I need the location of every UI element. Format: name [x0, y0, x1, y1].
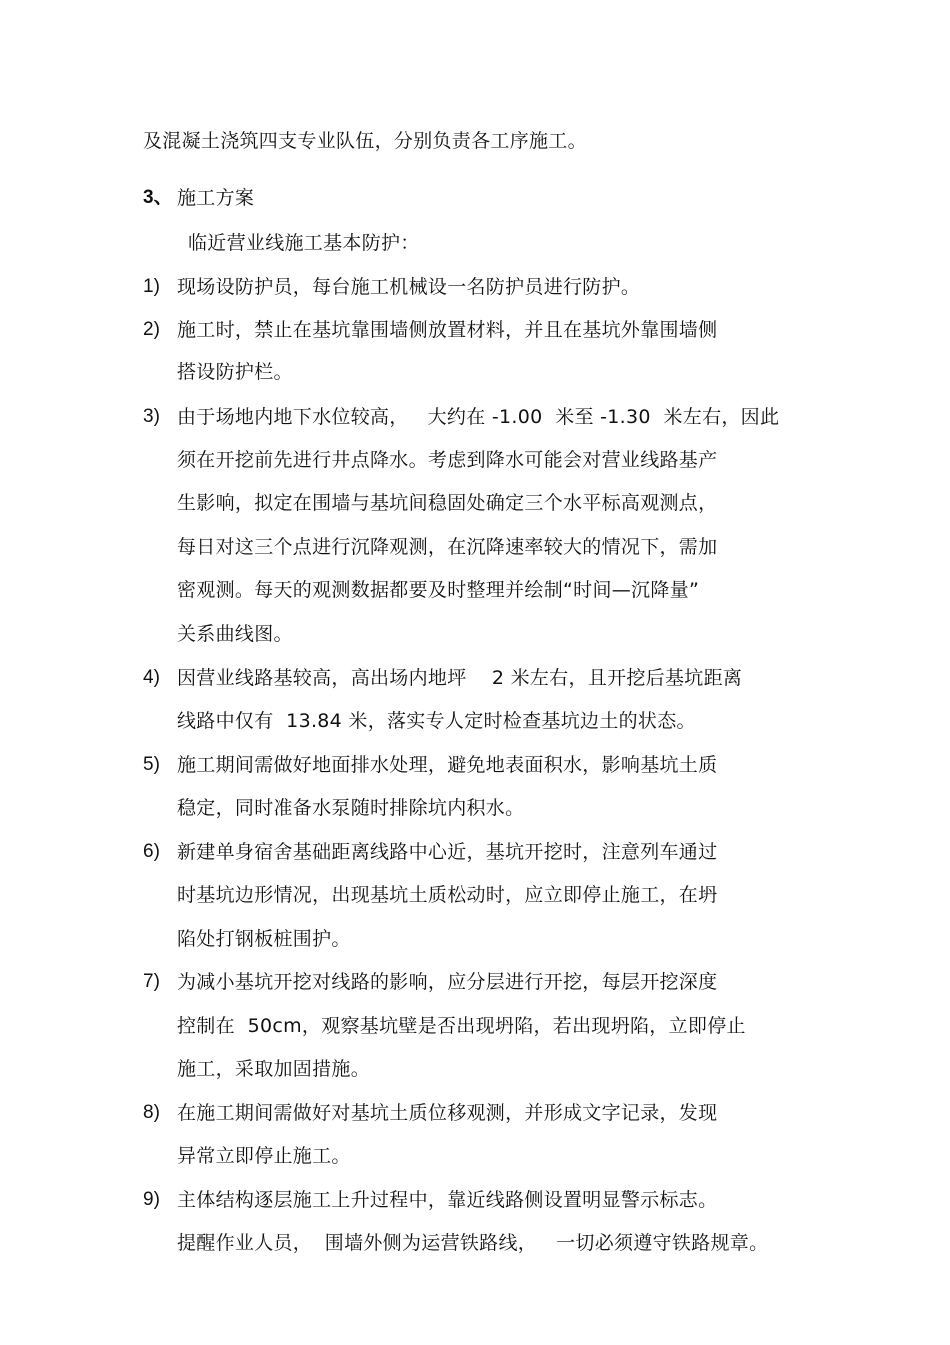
- item-line: 因营业线路基较高，高出场内地坪 2 米左右，且开挖后基坑距离: [177, 667, 743, 689]
- item-line: 提醒作业人员， 围墙外侧为运营铁路线， 一切必须遵守铁路规章。: [177, 1232, 769, 1254]
- item-line: 主体结构逐层施工上升过程中，靠近线路侧设置明显警示标志。: [177, 1189, 718, 1211]
- item-line: 现场设防护员，每台施工机械设一名防护员进行防护。: [177, 276, 641, 298]
- item-line: 生影响，拟定在围墙与基坑间稳固处确定三个水平标高观测点，: [177, 492, 718, 514]
- item-line: 关系曲线图。: [177, 623, 293, 645]
- item-line: 线路中仅有 13.84 米，落实专人定时检查基坑边土的状态。: [177, 710, 696, 732]
- item-line: 施工，采取加固措施。: [177, 1058, 371, 1080]
- item-number: 4): [143, 667, 160, 688]
- item-line: 为减小基坑开挖对线路的影响，应分层进行开挖，每层开挖深度: [177, 971, 718, 993]
- item-number: 8): [143, 1102, 160, 1123]
- item-line: 搭设防护栏。: [177, 361, 293, 383]
- item-line: 须在开挖前先进行井点降水。考虑到降水可能会对营业线路基产: [177, 449, 718, 471]
- item-line: 每日对这三个点进行沉降观测，在沉降速率较大的情况下，需加: [177, 536, 718, 558]
- item-number: 1): [143, 276, 160, 297]
- item-line: 陷处打钢板桩围护。: [177, 928, 351, 950]
- item-line: 密观测。每天的观测数据都要及时整理并绘制“时间—沉降量”: [177, 579, 700, 601]
- item-number: 3): [143, 406, 160, 427]
- subheading: 临近营业线施工基本防护：: [188, 232, 420, 254]
- item-number: 6): [143, 841, 160, 862]
- item-number: 9): [143, 1189, 160, 1210]
- item-line: 异常立即停止施工。: [177, 1145, 351, 1167]
- item-number: 5): [143, 754, 160, 775]
- section-title: 施工方案: [177, 187, 255, 209]
- item-number: 2): [143, 319, 160, 340]
- item-line: 时基坑边形情况，出现基坑土质松动时，应立即停止施工，在坍: [177, 884, 718, 906]
- item-line: 由于场地内地下水位较高， 大约在 -1.00 米至 -1.30 米左右，因此: [177, 406, 780, 428]
- item-number: 7): [143, 971, 160, 992]
- section-number: 3、: [143, 187, 173, 208]
- item-line: 在施工期间需做好对基坑土质位移观测，并形成文字记录，发现: [177, 1102, 718, 1124]
- item-line: 新建单身宿舍基础距离线路中心近，基坑开挖时，注意列车通过: [177, 841, 718, 863]
- item-line: 控制在 50cm，观察基坑壁是否出现坍陷，若出现坍陷，立即停止: [177, 1015, 746, 1037]
- item-line: 施工时，禁止在基坑靠围墙侧放置材料，并且在基坑外靠围墙侧: [177, 319, 718, 341]
- item-line: 施工期间需做好地面排水处理，避免地表面积水，影响基坑土质: [177, 754, 718, 776]
- item-line: 稳定，同时准备水泵随时排除坑内积水。: [177, 797, 525, 819]
- intro-line: 及混凝土浇筑四支专业队伍，分别负责各工序施工。: [143, 130, 587, 152]
